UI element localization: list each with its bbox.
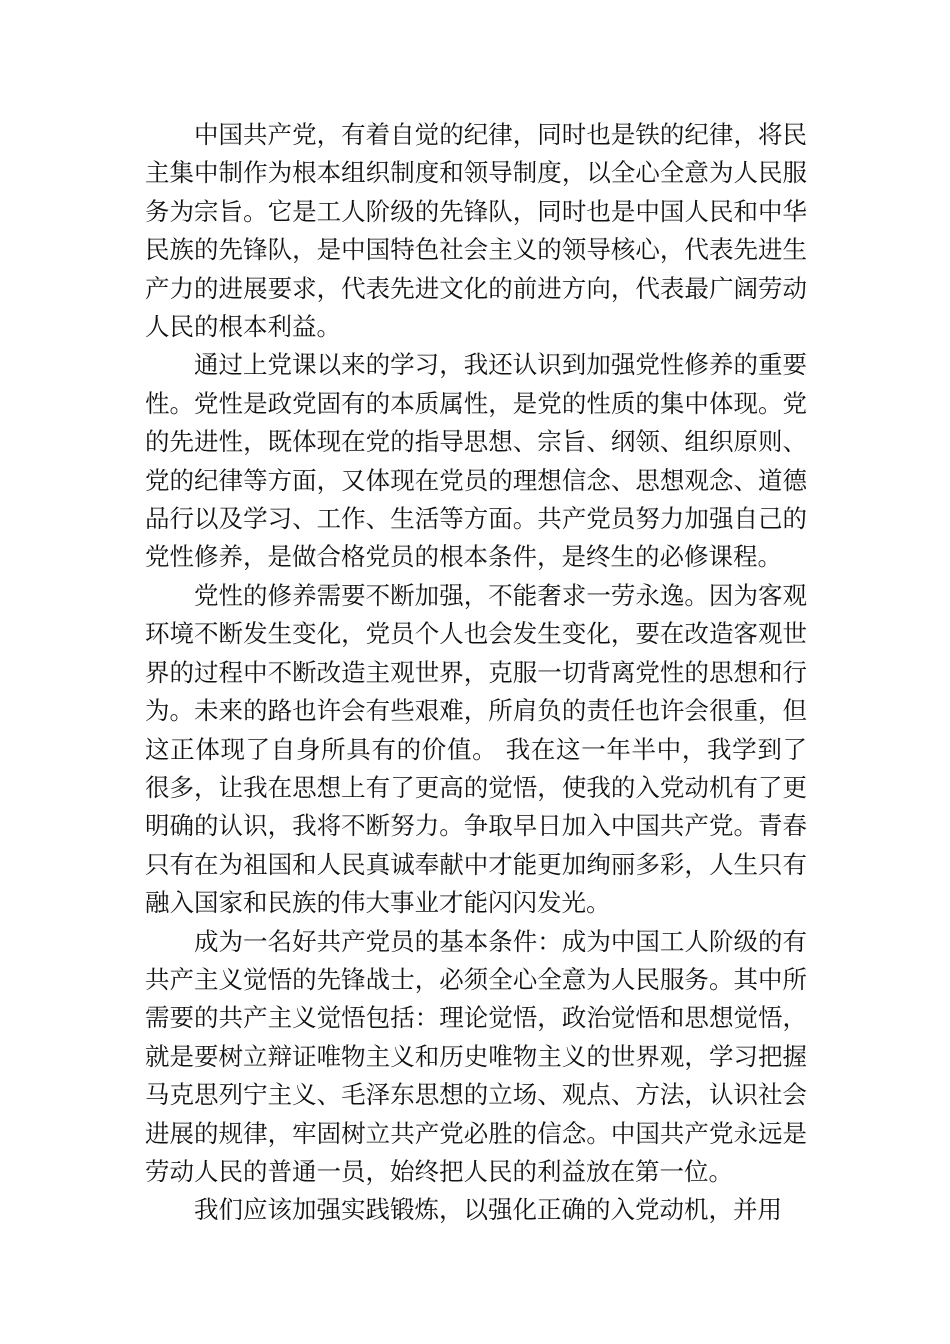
paragraph-party-spirit: 通过上党课以来的学习，我还认识到加强党性修养的重要性。党性是政党固有的本质属性，是党的性质的集中体现。党的先进性，既体现在党的指导思想、宗旨、纲领、组织原则、党的纪律等方面，又体现在党员的理想信念、思想观念、道德品行以及学习、工作、生活等方面。共产党员努力加强自己的党性修养，是做合格党员的根本条件，是终生的必修课程。	[145, 350, 807, 572]
paragraph-self-cultivation: 党性的修养需要不断加强，不能奢求一劳永逸。因为客观环境不断发生变化，党员个人也会发生变化，要在改造客观世界的过程中不断改造主观世界，克服一切背离党性的思想和行为。未来的路也许会有些艰难，所肩负的责任也许会很重，但这正体现了自身所具有的价值。 我在这一年半中，我学到了很多，让我在思想上有了更高的觉悟，使我的入党动机有了更明确的认识，我将不断努力。争取早日加入中国共产党。青春只有在为祖国和人民真诚奉献中才能更加绚丽多彩，人生只有融入国家和民族的伟大事业才能闪闪发光。	[145, 580, 807, 918]
paragraph-practice: 我们应该加强实践锻炼，以强化正确的入党动机，并用	[194, 1195, 782, 1225]
paragraph-basic-conditions: 成为一名好共产党员的基本条件：成为中国工人阶级的有共产主义觉悟的先锋战士，必须全心全意为人民服务。其中所需要的共产主义觉悟包括：理论觉悟，政治觉悟和思想觉悟，就是要树立辩证唯物主义和历史唯物主义的世界观，学习把握马克思列宁主义、毛泽东思想的立场、观点、方法，认识社会进展的规律，牢固树立共产党必胜的信念。中国共产党永远是劳动人民的普通一员，始终把人民的利益放在第一位。	[145, 926, 807, 1186]
document-page	[145, 116, 807, 1230]
paragraph-party-discipline: 中国共产党，有着自觉的纪律，同时也是铁的纪律，将民主集中制作为根本组织制度和领导制度，以全心全意为人民服务为宗旨。它是工人阶级的先锋队，同时也是中国人民和中华民族的先锋队，是中国特色社会主义的领导核心，代表先进生产力的进展要求，代表先进文化的前进方向，代表最广阔劳动人民的根本利益。	[145, 120, 807, 342]
